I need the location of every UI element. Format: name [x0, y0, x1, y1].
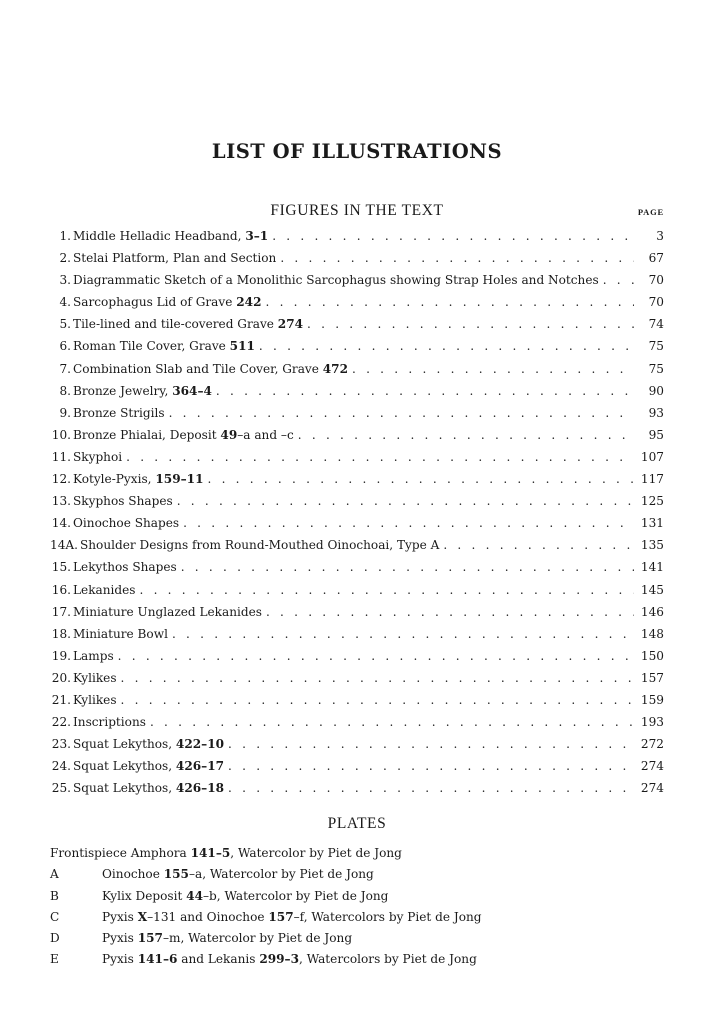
entry-text-part: Pyxis [102, 931, 138, 946]
entry-text-part: and Lekanis [177, 952, 260, 967]
entry-text-part: Lekanides [73, 582, 136, 597]
entry-text-part: 422–10 [175, 737, 225, 752]
figure-title [73, 424, 294, 446]
entry-text-part: –131 and Oinochoe [147, 909, 269, 924]
entry-text-part: Stelai Platform, Plan and Section [73, 251, 277, 266]
figure-number: 13. [51, 494, 71, 509]
dot-leader [280, 247, 634, 269]
entry-text-part: Squat Lekythos, [73, 737, 176, 752]
figures-list [50, 225, 664, 799]
entry-text-part: Oinochoe [102, 867, 164, 882]
figure-page-number: 95 [648, 427, 664, 442]
plate-key: D [50, 931, 60, 946]
figure-title [80, 534, 439, 556]
figure-title [73, 579, 136, 601]
figure-page-number: 272 [640, 737, 664, 752]
plates-heading: PLATES [327, 815, 387, 832]
figure-page-number: 141 [640, 560, 664, 575]
entry-text-part: Kylikes [73, 670, 117, 685]
figure-entry [50, 601, 664, 623]
figure-entry [50, 380, 664, 402]
figure-number: 22. [51, 715, 71, 730]
figure-entry [50, 777, 664, 799]
entry-text-part: Bronze Phialai, Deposit [73, 427, 221, 442]
figure-entry [50, 579, 664, 601]
entry-text-part: 511 [229, 339, 255, 354]
entry-text-part: X [137, 909, 148, 924]
dot-leader [216, 380, 634, 402]
entry-text-part: –f, Watercolors by Piet de Jong [293, 909, 482, 924]
entry-text-part: Frontispiece Amphora [50, 846, 191, 860]
entry-text-part: Bronze Jewelry, [73, 383, 173, 398]
figure-title [73, 512, 179, 534]
entry-text-part: 242 [236, 295, 262, 310]
entry-text-part: Tile-lined and tile-covered Grave [73, 317, 278, 332]
figure-page-number: 125 [640, 494, 664, 509]
dot-leader [228, 755, 634, 777]
page-column-label: PAGE [637, 207, 664, 217]
dot-leader [228, 777, 634, 799]
dot-leader [177, 490, 634, 512]
figure-page-number: 131 [640, 516, 664, 531]
entry-text-part: Middle Helladic Headband, [73, 229, 246, 243]
entry-text-part: Oinochoe Shapes [73, 516, 180, 531]
figure-entry [50, 556, 664, 578]
entry-text-part: Miniature Bowl [73, 626, 168, 641]
figure-title [73, 269, 599, 291]
entry-text-part: 44 [186, 888, 203, 903]
figure-page-number: 3 [656, 229, 664, 243]
plate-description [102, 907, 482, 928]
figure-number: 12. [51, 472, 71, 487]
figure-page-number: 159 [640, 692, 664, 707]
figure-title [73, 755, 224, 777]
entry-text-part: Skyphoi [73, 449, 123, 464]
plate-key: A [50, 867, 59, 882]
figure-entry [50, 711, 664, 733]
entry-text-part: Bronze Strigils [73, 405, 165, 420]
dot-leader [126, 446, 634, 468]
entry-text-part: Kylix Deposit [102, 888, 187, 903]
figure-number: 17. [51, 604, 71, 619]
figure-entry [50, 247, 664, 269]
figure-title [73, 645, 114, 667]
plate-entry [50, 843, 664, 864]
figure-number: 8. [59, 383, 71, 398]
dot-leader [443, 534, 634, 556]
page-title: LIST OF ILLUSTRATIONS [211, 140, 503, 163]
figure-number: 23. [51, 737, 71, 752]
figure-page-number: 193 [640, 715, 664, 730]
figure-entry [50, 733, 664, 755]
entry-text-part: 364–4 [172, 383, 212, 398]
dot-leader [140, 579, 635, 601]
entry-text-part: Kylikes [73, 692, 117, 707]
figure-number: 5. [59, 317, 71, 332]
figure-number: 6. [59, 339, 71, 354]
dot-leader [118, 645, 634, 667]
plate-description [50, 843, 402, 864]
plate-key: B [50, 888, 59, 903]
entry-text-part: , Watercolors by Piet de Jong [299, 952, 477, 967]
figure-page-number: 274 [640, 759, 664, 774]
entry-text-part: Roman Tile Cover, Grave [73, 339, 230, 354]
entry-text-part: Kotyle-Pyxis, [73, 472, 156, 487]
entry-text-part: 157 [268, 909, 294, 924]
figure-page-number: 274 [640, 781, 664, 796]
figure-entry [50, 446, 664, 468]
figure-page-number: 70 [648, 273, 664, 288]
figure-entry [50, 335, 664, 357]
entry-text-part: Miniature Unglazed Lekanides [73, 604, 262, 619]
figure-entry [50, 689, 664, 711]
dot-leader [266, 601, 634, 623]
figure-number: 3. [59, 273, 71, 288]
entry-text-part: 159–11 [155, 472, 204, 487]
entry-text-part: Inscriptions [73, 715, 146, 730]
entry-text-part: Pyxis [102, 909, 138, 924]
figure-entry [50, 645, 664, 667]
figure-number: 21. [51, 692, 71, 707]
plate-description [102, 864, 374, 885]
entry-text-part: 426–17 [175, 759, 225, 774]
figure-number: 4. [59, 295, 71, 310]
entry-text-part: Squat Lekythos, [73, 759, 176, 774]
figure-page-number: 107 [640, 449, 664, 464]
figure-entry [50, 225, 664, 247]
dot-leader [181, 556, 634, 578]
figure-page-number: 74 [648, 317, 664, 332]
plate-entry [50, 928, 664, 949]
figure-number: 24. [51, 759, 71, 774]
figure-page-number: 90 [648, 383, 664, 398]
dot-leader [259, 335, 634, 357]
figure-entry [50, 358, 664, 380]
dot-leader [228, 733, 634, 755]
figure-title [73, 225, 268, 247]
entry-text-part: –b, Watercolor by Piet de Jong [203, 888, 389, 903]
plate-description [102, 949, 477, 970]
entry-text-part: Combination Slab and Tile Cover, Grave [73, 361, 323, 376]
figure-entry [50, 313, 664, 335]
figure-title [73, 335, 255, 357]
dot-leader [121, 667, 634, 689]
figure-number: 15. [51, 560, 71, 575]
dot-leader [298, 424, 634, 446]
figure-entry [50, 291, 664, 313]
figure-title [73, 291, 261, 313]
figure-page-number: 93 [648, 405, 664, 420]
figure-title [73, 777, 224, 799]
entry-text-part: Lekythos Shapes [73, 560, 177, 575]
figure-page-number: 148 [640, 626, 664, 641]
figure-title [73, 247, 276, 269]
entry-text-part: 426–18 [175, 781, 225, 796]
figure-title [73, 667, 117, 689]
figure-entry [50, 402, 664, 424]
figure-number: 11. [51, 449, 71, 464]
figure-page-number: 67 [648, 251, 664, 266]
entry-text-part: –m, Watercolor by Piet de Jong [162, 931, 353, 946]
entry-text-part: 141–6 [137, 952, 178, 967]
entry-text-part: Squat Lekythos, [73, 781, 176, 796]
figure-title [73, 623, 168, 645]
entry-text-part: 472 [322, 361, 348, 376]
plate-entry [50, 886, 664, 907]
entry-text-part: –a and –c [237, 427, 294, 442]
entry-text-part: 157 [137, 931, 163, 946]
figure-title [73, 380, 212, 402]
figure-page-number: 117 [640, 472, 664, 487]
figure-entry [50, 623, 664, 645]
figure-number: 25. [51, 781, 71, 796]
dot-leader [207, 468, 634, 490]
figure-title [73, 733, 224, 755]
figure-entry [50, 269, 664, 291]
figure-number: 14A. [50, 538, 78, 553]
figure-title [73, 711, 146, 733]
dot-leader [121, 689, 634, 711]
plate-entry [50, 949, 664, 970]
figure-page-number: 70 [648, 295, 664, 310]
entry-text-part: Skyphos Shapes [73, 494, 173, 509]
figures-heading: FIGURES IN THE TEXT [270, 202, 444, 219]
figure-number: 20. [51, 670, 71, 685]
figure-number: 14. [51, 516, 71, 531]
figure-number: 19. [51, 648, 71, 663]
dot-leader [265, 291, 634, 313]
figure-entry [50, 534, 664, 556]
dot-leader [272, 225, 634, 247]
plate-description [102, 928, 352, 949]
figure-number: 18. [51, 626, 71, 641]
dot-leader [603, 269, 634, 291]
figure-title [73, 468, 203, 490]
dot-leader [352, 358, 634, 380]
plate-description [102, 886, 388, 907]
figure-number: 16. [51, 582, 71, 597]
plate-key: C [50, 909, 60, 924]
dot-leader [169, 402, 634, 424]
figure-entry [50, 667, 664, 689]
figure-page-number: 135 [640, 538, 664, 553]
entry-text-part: 299–3 [259, 952, 300, 967]
figure-number: 2. [59, 251, 71, 266]
dot-leader [183, 512, 634, 534]
figure-number: 7. [59, 361, 71, 376]
entry-text-part: Diagrammatic Sketch of a Monolithic Sarcophagus showing Strap Holes and Notches [73, 273, 599, 288]
plate-key: E [50, 952, 59, 967]
figure-page-number: 145 [640, 582, 664, 597]
plate-entry [50, 907, 664, 928]
figure-title [73, 446, 122, 468]
entry-text-part: 155 [163, 867, 189, 882]
figure-page-number: 146 [640, 604, 664, 619]
dot-leader [307, 313, 634, 335]
figure-title [73, 689, 117, 711]
figure-entry [50, 755, 664, 777]
dot-leader [150, 711, 634, 733]
entry-text-part: Pyxis [102, 952, 138, 967]
figure-title [73, 313, 303, 335]
entry-text-part: –a, Watercolor by Piet de Jong [188, 867, 374, 882]
figure-title [73, 490, 173, 512]
dot-leader [172, 623, 634, 645]
figure-page-number: 150 [640, 648, 664, 663]
figure-page-number: 75 [648, 361, 664, 376]
figure-entry [50, 512, 664, 534]
figure-entry [50, 490, 664, 512]
entry-text-part: Shoulder Designs from Round-Mouthed Oinochoai, Type A [79, 538, 440, 553]
figure-number: 10. [51, 427, 71, 442]
figure-entry [50, 424, 664, 446]
figure-page-number: 157 [640, 670, 664, 685]
figure-title [73, 556, 177, 578]
entry-text-part: Sarcophagus Lid of Grave [73, 295, 237, 310]
figure-title [73, 402, 165, 424]
entry-text-part: 49 [220, 427, 238, 442]
entry-text-part: 274 [277, 317, 304, 332]
plates-list [50, 843, 664, 971]
figure-number: 9. [59, 405, 71, 420]
entry-text-part: , Watercolor by Piet de Jong [230, 846, 402, 860]
entry-text-part: 141–5 [190, 846, 231, 860]
entry-text-part: Lamps [73, 648, 114, 663]
figure-title [73, 358, 348, 380]
entry-text-part: 3–1 [245, 229, 269, 243]
figure-entry [50, 468, 664, 490]
figure-title [73, 601, 262, 623]
figure-page-number: 75 [648, 339, 664, 354]
plate-entry [50, 864, 664, 885]
figure-number: 1. [59, 229, 71, 243]
